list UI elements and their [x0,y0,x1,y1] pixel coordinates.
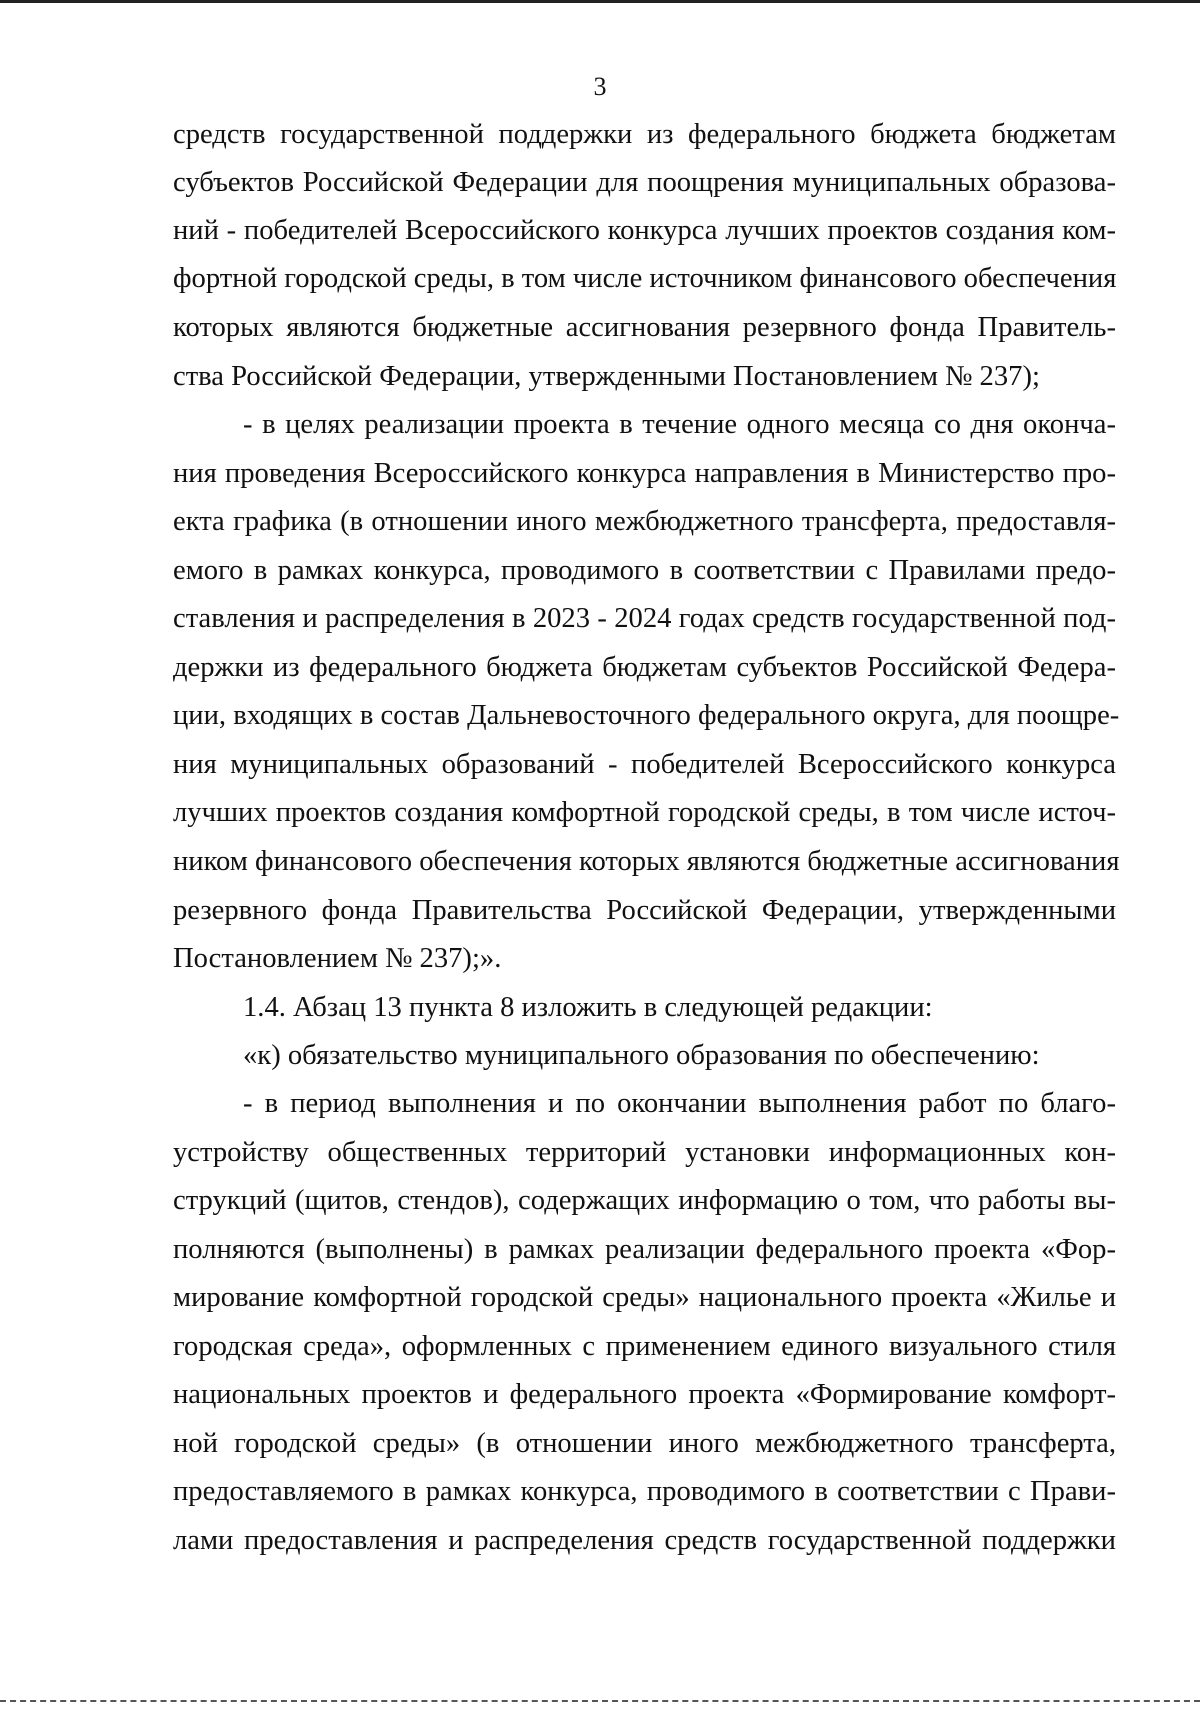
page-number: 3 [593,72,607,101]
text-line: средств государственной поддержки из федерального бюджета бюджетам [173,119,1116,150]
text-line: - в целях реализации проекта в течение одного месяца со дня оконча- [243,409,1116,440]
text-line: субъектов Российской Федерации для поощрения муниципальных образова- [173,167,1116,198]
text-line: фортной городской среды, в том числе источником финансового обеспечения [173,263,1117,294]
text-line: ния муниципальных образований - победителей Всероссийского конкурса [173,749,1116,780]
text-line: ния проведения Всероссийского конкурса направления в Министерство про- [173,458,1116,489]
text-line: устройству общественных территорий установки информационных кон- [173,1137,1116,1168]
text-line: емого в рамках конкурса, проводимого в соответствии с Правилами предо- [173,555,1116,586]
text-line: 1.4. Абзац 13 пункта 8 изложить в следующей редакции: [243,992,933,1023]
text-line: национальных проектов и федерального проекта «Формирование комфорт- [173,1379,1116,1410]
text-line: ний - победителей Всероссийского конкурса лучших проектов создания ком- [173,215,1116,246]
text-line: ции, входящих в состав Дальневосточного федерального округа, для поощре- [173,700,1120,731]
text-line: держки из федерального бюджета бюджетам субъектов Российской Федера- [173,652,1116,683]
text-line: - в период выполнения и по окончании выполнения работ по благо- [243,1088,1116,1119]
text-line: полняются (выполнены) в рамках реализации федерального проекта «Фор- [173,1234,1116,1265]
text-line: ником финансового обеспечения которых являются бюджетные ассигнования [173,846,1120,877]
text-line: городская среда», оформленных с применением единого визуального стиля [173,1331,1116,1362]
text-line: «к) обязательство муниципального образования по обеспечению: [243,1040,1040,1071]
text-line: предоставляемого в рамках конкурса, проводимого в соответствии с Прави- [173,1476,1116,1507]
text-line: лучших проектов создания комфортной городской среды, в том числе источ- [173,797,1116,828]
text-line: лами предоставления и распределения средств государственной поддержки [173,1525,1116,1556]
top-border [0,0,1200,3]
text-line: которых являются бюджетные ассигнования резервного фонда Правитель- [173,312,1116,343]
text-line: ставления и распределения в 2023 - 2024 годах средств государственной под- [173,603,1116,634]
text-line: ной городской среды» (в отношении иного межбюджетного трансферта, [173,1428,1116,1459]
text-line: струкций (щитов, стендов), содержащих информацию о том, что работы вы- [173,1185,1116,1216]
text-line: резервного фонда Правительства Российской Федерации, утвержденными [173,895,1116,926]
text-line: екта графика (в отношении иного межбюджетного трансферта, предоставля- [173,506,1116,537]
text-line: мирование комфортной городской среды» национального проекта «Жилье и [173,1282,1116,1313]
bottom-scan-edge [0,1700,1200,1702]
text-line: Постановлением № 237);». [173,943,502,974]
text-line: ства Российской Федерации, утвержденными Постановлением № 237); [173,361,1040,392]
